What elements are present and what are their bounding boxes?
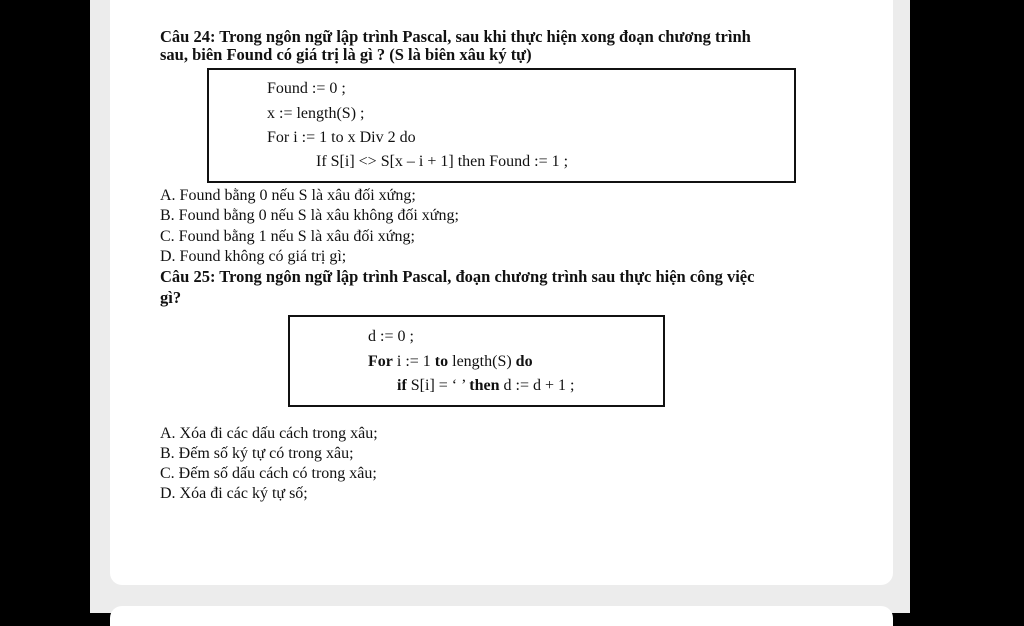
question-25-code-box — [288, 315, 665, 407]
code-text: length(S) — [448, 353, 516, 370]
question-24-option-c: C. Found bằng 1 nếu S là xâu đối xứng; — [160, 228, 415, 245]
keyword: then — [469, 377, 500, 394]
keyword: if — [397, 377, 407, 394]
question-25-option-c: C. Đếm số dấu cách có trong xâu; — [160, 465, 377, 482]
code-text: S[i] = ‘ ’ — [406, 377, 470, 394]
code-line — [397, 376, 574, 396]
keyword: to — [434, 353, 449, 370]
question-24-title-line2: sau, biên Found có giá trị là gì ? (S là biên xâu ký tự) — [160, 45, 532, 64]
question-25-title-line1: Câu 25: Trong ngôn ngữ lập trình Pascal, đoạn chương trình sau thực hiện công việc — [160, 267, 755, 286]
question-24-title-line1: Câu 24: Trong ngôn ngữ lập trình Pascal, sau khi thực hiện xong đoạn chương trình — [160, 27, 751, 46]
code-line: d := 0 ; — [368, 328, 414, 345]
keyword: do — [515, 353, 533, 370]
keyword: For — [368, 353, 393, 370]
code-line: x := length(S) ; — [267, 105, 365, 122]
question-24-option-d: D. Found không có giá trị gì; — [160, 248, 347, 265]
question-25-option-a: A. Xóa đi các dấu cách trong xâu; — [160, 425, 378, 442]
code-text: d := d + 1 ; — [499, 377, 575, 394]
question-24-option-a: A. Found bằng 0 nếu S là xâu đối xứng; — [160, 187, 416, 204]
code-line: If S[i] <> S[x – i + 1] then Found := 1 ; — [316, 153, 569, 170]
code-line: For i := 1 to x Div 2 do — [267, 129, 416, 146]
code-text: i := 1 — [392, 353, 435, 370]
code-line: Found := 0 ; — [267, 80, 346, 97]
question-24-code-box — [207, 68, 796, 183]
question-24-option-b: B. Found bằng 0 nếu S là xâu không đối xứng; — [160, 207, 459, 224]
code-line — [368, 352, 533, 372]
question-25-option-d: D. Xóa đi các ký tự số; — [160, 485, 308, 502]
question-25-title-line2: gì? — [160, 288, 182, 307]
question-25-option-b: B. Đếm số ký tự có trong xâu; — [160, 445, 354, 462]
